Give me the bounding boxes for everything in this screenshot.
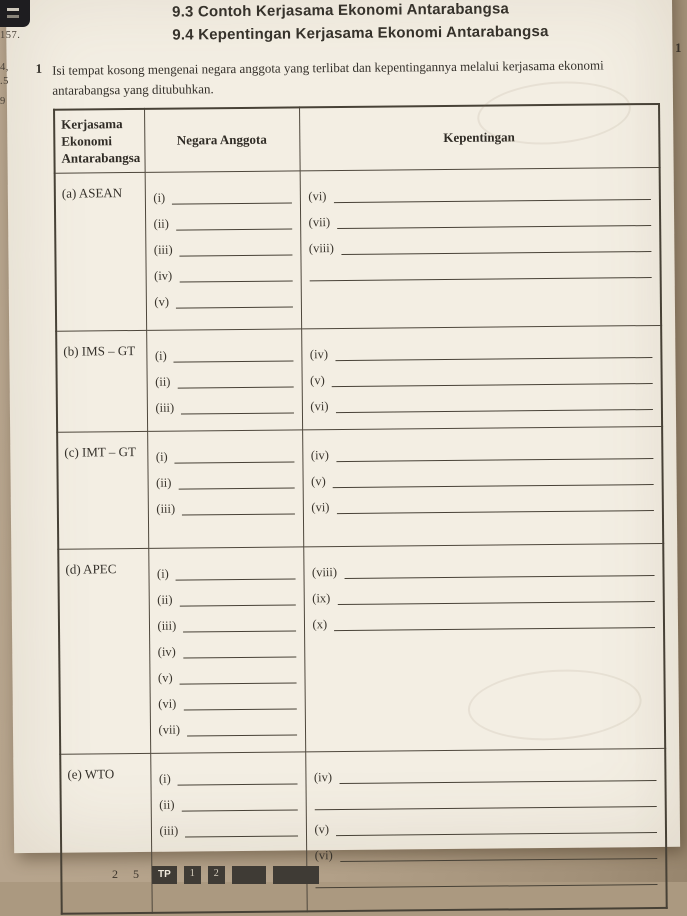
blank-label: (viii) xyxy=(308,241,334,256)
organisation-label: (a) ASEAN xyxy=(55,173,147,332)
question-number: 1 xyxy=(35,60,43,76)
blank-line xyxy=(172,177,291,205)
members-cell xyxy=(145,171,302,330)
blank-line xyxy=(334,601,655,631)
fill-in-blank xyxy=(150,658,304,685)
blank-label: (iii) xyxy=(153,242,173,257)
blank-label: (vii) xyxy=(308,215,331,230)
margin-note: 9 xyxy=(0,96,6,107)
blank-label: (v) xyxy=(314,822,330,837)
blank-label: (i) xyxy=(156,566,169,581)
blank-label: (ii) xyxy=(159,797,175,812)
fill-in-blank xyxy=(147,336,301,363)
blank-label: (v) xyxy=(311,474,326,489)
blank-line xyxy=(183,605,296,633)
margin-note: 157. xyxy=(0,30,21,41)
worksheet-table xyxy=(53,103,668,915)
importance-cell xyxy=(302,427,663,547)
table-row xyxy=(55,168,661,332)
blank-label: (iv) xyxy=(309,347,329,362)
organisation-label: (c) IMT – GT xyxy=(57,432,148,550)
table-body xyxy=(55,168,667,914)
fill-in-blank xyxy=(146,230,300,257)
blank-label: (vi) xyxy=(308,189,327,204)
footer-strip xyxy=(112,866,319,884)
blank-line xyxy=(309,251,652,281)
blank-label: (i) xyxy=(153,190,166,205)
organisation-label: (b) IMS – GT xyxy=(56,331,147,433)
fill-in-blank xyxy=(149,606,303,633)
fill-in-blank xyxy=(146,256,300,283)
blank-label: (viii) xyxy=(311,565,338,580)
fill-in-blank xyxy=(303,485,662,514)
fill-in-blank xyxy=(148,463,302,490)
blank-label: (iv) xyxy=(157,644,176,659)
blank-label: (ii) xyxy=(156,475,172,490)
blank-label: (iv) xyxy=(310,448,329,463)
blank-line xyxy=(179,657,296,685)
blank-label: (x) xyxy=(312,617,328,632)
blank-line xyxy=(181,784,297,812)
blank-line xyxy=(174,436,293,464)
tp-number-box: 1 xyxy=(184,866,201,884)
blank-line xyxy=(178,462,294,490)
blank-line xyxy=(174,335,293,363)
blank-line xyxy=(177,361,293,389)
blank-label: (iv) xyxy=(313,770,333,785)
fill-in-blank xyxy=(149,580,303,607)
fill-in-blank xyxy=(307,859,666,888)
blank-line xyxy=(182,488,295,516)
fill-in-blank xyxy=(149,554,303,581)
section-heading-9-3: 9.3 Contoh Kerjasama Ekonomi Antarabangsa xyxy=(172,0,510,21)
corner-object xyxy=(0,0,30,27)
question-text: Isi tempat kosong mengenai negara anggota yang terlibat dan kepentingannya melalui kerjasama ekonomi antarabangsa yang ditubuhkan. xyxy=(52,56,604,98)
blank-label: (v) xyxy=(154,294,170,309)
blank-line xyxy=(187,709,297,737)
members-cell xyxy=(147,430,303,548)
blank-label: (vi) xyxy=(158,696,177,711)
blank-line xyxy=(315,858,658,888)
fill-in-blank xyxy=(150,632,304,659)
blank-line xyxy=(176,281,293,309)
blank-line xyxy=(179,579,295,607)
fill-in-blank xyxy=(151,759,305,786)
blank-label: (ii) xyxy=(153,216,169,231)
blank-label: (iii) xyxy=(156,501,176,516)
blank-label: (iii) xyxy=(155,400,175,415)
adjacent-page-number: 1 xyxy=(675,40,682,55)
fill-in-blank xyxy=(301,252,660,281)
blank-label: (i) xyxy=(154,348,167,363)
fill-in-blank xyxy=(146,282,300,309)
footer-page-fragment: 2 5 xyxy=(112,867,145,881)
fill-in-blank xyxy=(148,437,302,464)
blank-line xyxy=(179,255,292,283)
blank-label: (vii) xyxy=(158,722,181,737)
fill-in-blank xyxy=(147,388,301,415)
blank-label: (vi) xyxy=(311,500,330,515)
members-cell xyxy=(148,547,305,753)
fill-in-blank xyxy=(150,684,304,711)
section-heading-9-4: 9.4 Kepentingan Kerjasama Ekonomi Antarabangsa xyxy=(172,22,549,44)
blank-label: (i) xyxy=(155,449,168,464)
table-row xyxy=(60,749,667,914)
fill-in-blank xyxy=(145,204,299,231)
fill-in-blank xyxy=(150,710,304,737)
blank-label: (ii) xyxy=(155,374,171,389)
col-header-importance: Kepentingan xyxy=(299,104,660,172)
importance-cell xyxy=(305,749,667,912)
blank-line xyxy=(183,683,296,711)
fill-in-blank xyxy=(148,489,302,516)
blank-line xyxy=(176,203,292,231)
blank-label: (iv) xyxy=(154,268,173,283)
fill-in-blank xyxy=(151,785,305,812)
importance-cell xyxy=(301,326,662,430)
blank-label: (iii) xyxy=(157,618,177,633)
blank-label: (ix) xyxy=(312,591,331,606)
importance-cell xyxy=(300,168,662,329)
tp-number-box: 2 xyxy=(208,866,225,884)
blank-label: (v) xyxy=(157,670,173,685)
blank-label: (iii) xyxy=(159,823,179,838)
col-header-members: Negara Anggota xyxy=(144,107,300,173)
table-row xyxy=(56,326,662,433)
tp-label-box: TP xyxy=(152,866,177,884)
table-row xyxy=(57,427,663,550)
blank-label: (vi) xyxy=(314,848,333,863)
organisation-label: (d) APEC xyxy=(58,549,150,755)
fill-in-blank xyxy=(302,384,661,413)
margin-note: 4, xyxy=(0,62,9,73)
blank-label: (i) xyxy=(158,771,171,786)
blank-line xyxy=(179,229,292,257)
tp-segment xyxy=(232,866,266,884)
blank-label: (vi) xyxy=(310,399,329,414)
blank-line xyxy=(176,553,295,581)
fill-in-blank xyxy=(304,602,663,631)
blank-line xyxy=(185,810,298,838)
blank-line xyxy=(181,387,294,415)
blank-line xyxy=(335,383,653,413)
workbook-page xyxy=(6,0,680,863)
blank-line xyxy=(178,758,297,786)
col-header-organisation: Kerjasama Ekonomi Antarabangsa xyxy=(54,109,145,174)
tp-segment xyxy=(273,866,319,884)
blank-line xyxy=(183,631,296,659)
margin-note: .5 xyxy=(0,76,9,87)
fill-in-blank xyxy=(151,811,305,838)
members-cell xyxy=(150,752,307,913)
blank-label: (v) xyxy=(310,373,325,388)
organisation-label: (e) WTO xyxy=(60,754,152,914)
blank-label: (ii) xyxy=(157,592,173,607)
blank-line xyxy=(336,484,654,514)
members-cell xyxy=(146,329,302,431)
fill-in-blank xyxy=(145,178,299,205)
fill-in-blank xyxy=(147,362,301,389)
